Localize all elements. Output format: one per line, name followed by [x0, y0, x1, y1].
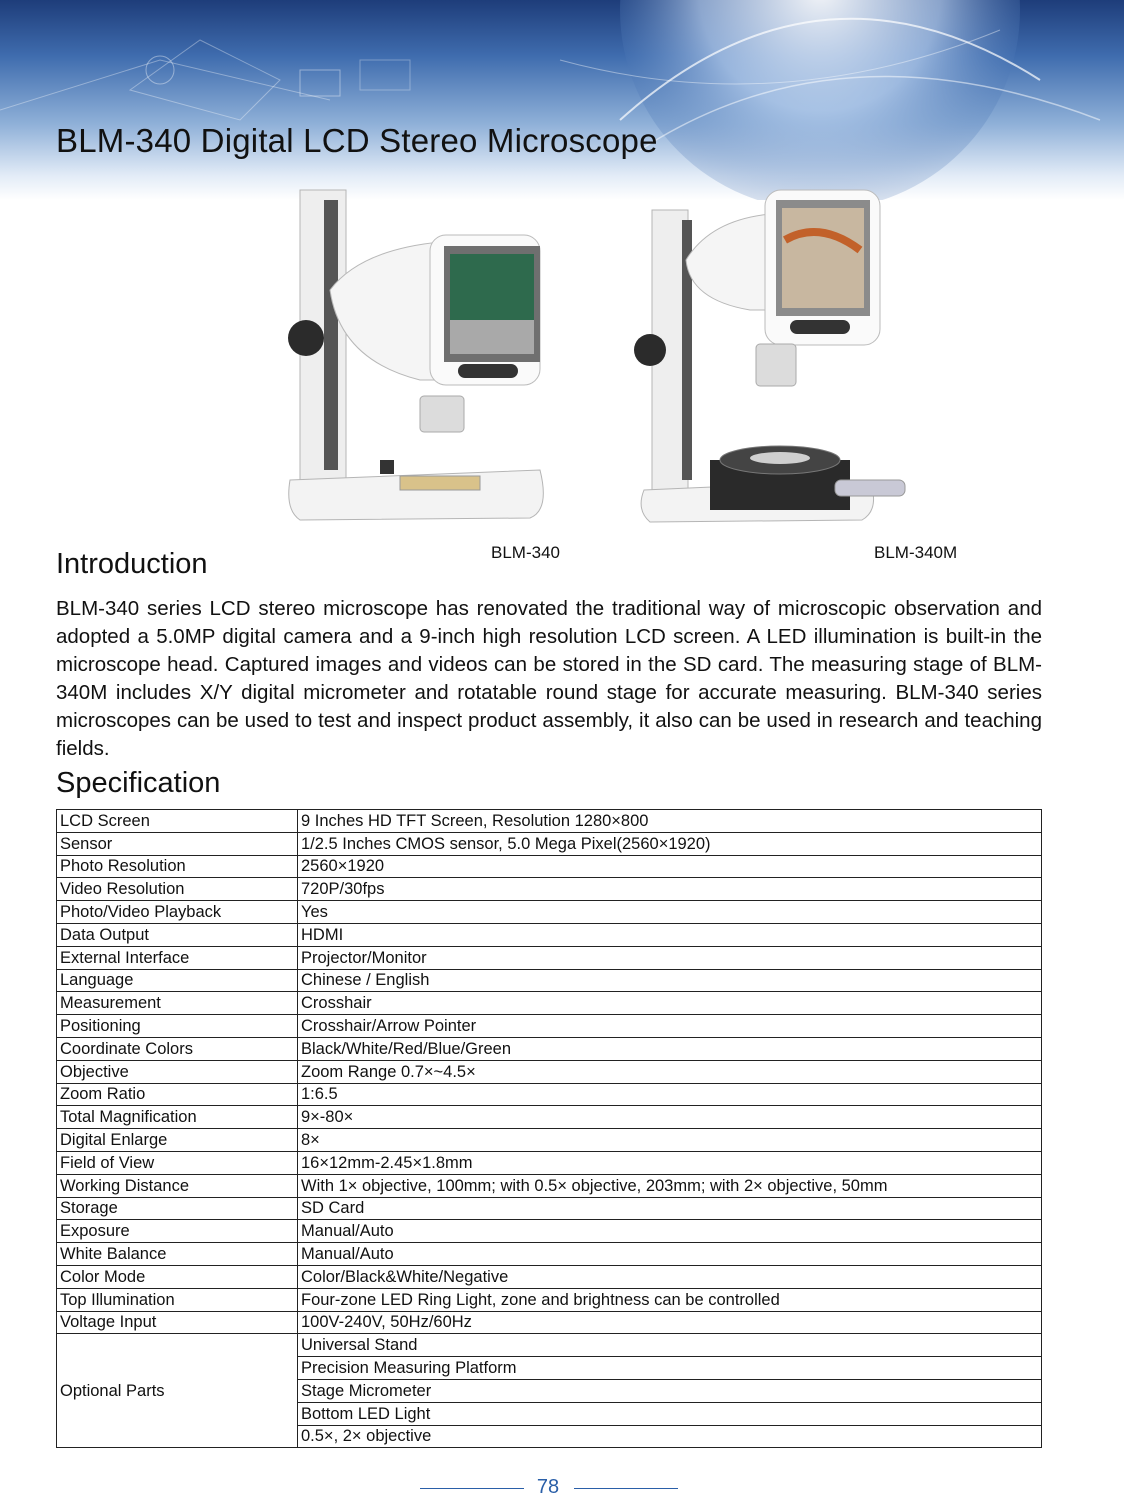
spec-label: Exposure: [57, 1220, 298, 1243]
spec-label: Language: [57, 969, 298, 992]
spec-label: External Interface: [57, 946, 298, 969]
table-row: [57, 832, 1042, 855]
spec-label: Total Magnification: [57, 1106, 298, 1129]
spec-label: Measurement: [57, 992, 298, 1015]
spec-label: Digital Enlarge: [57, 1129, 298, 1152]
table-row: [57, 992, 1042, 1015]
table-row: [57, 1083, 1042, 1106]
spec-label: Coordinate Colors: [57, 1037, 298, 1060]
spec-value: Four-zone LED Ring Light, zone and brightness can be controlled: [298, 1288, 1042, 1311]
page-title: BLM-340 Digital LCD Stereo Microscope: [56, 122, 658, 159]
product-photo-blm-340: [280, 180, 560, 525]
optional-part-item: Stage Micrometer: [298, 1379, 1042, 1402]
optional-part-item: Universal Stand: [298, 1334, 1042, 1357]
spec-value: 9×-80×: [298, 1106, 1042, 1129]
table-row: [57, 1129, 1042, 1152]
spec-label: Objective: [57, 1060, 298, 1083]
spec-label: Voltage Input: [57, 1311, 298, 1334]
spec-label: Zoom Ratio: [57, 1083, 298, 1106]
optional-part-item: Bottom LED Light: [298, 1402, 1042, 1425]
optional-parts-label: Optional Parts: [57, 1334, 298, 1448]
spec-value: 8×: [298, 1129, 1042, 1152]
spec-label: Photo/Video Playback: [57, 901, 298, 924]
optional-part-item: Precision Measuring Platform: [298, 1357, 1042, 1380]
optional-part-item: 0.5×, 2× objective: [298, 1425, 1042, 1448]
spec-label: Photo Resolution: [57, 855, 298, 878]
spec-value: Zoom Range 0.7×~4.5×: [298, 1060, 1042, 1083]
table-row: [57, 1288, 1042, 1311]
table-row: [57, 1220, 1042, 1243]
spec-label: Storage: [57, 1197, 298, 1220]
spec-value: Crosshair/Arrow Pointer: [298, 1015, 1042, 1038]
product-photo-blm-340m: [630, 180, 930, 525]
table-row: [57, 1334, 1042, 1357]
table-row: [57, 1037, 1042, 1060]
spec-value: Projector/Monitor: [298, 946, 1042, 969]
table-row: [57, 946, 1042, 969]
spec-label: Working Distance: [57, 1174, 298, 1197]
table-row: [57, 1060, 1042, 1083]
spec-value: SD Card: [298, 1197, 1042, 1220]
spec-value: 1:6.5: [298, 1083, 1042, 1106]
spec-label: Positioning: [57, 1015, 298, 1038]
spec-value: HDMI: [298, 923, 1042, 946]
table-row: [57, 1197, 1042, 1220]
spec-value: Color/Black&White/Negative: [298, 1265, 1042, 1288]
spec-label: LCD Screen: [57, 810, 298, 833]
table-row: [57, 1243, 1042, 1266]
spec-label: White Balance: [57, 1243, 298, 1266]
header-banner: [0, 0, 1124, 200]
spec-value: Black/White/Red/Blue/Green: [298, 1037, 1042, 1060]
spec-label: Video Resolution: [57, 878, 298, 901]
caption-blm-340m: BLM-340M: [874, 543, 958, 562]
table-row: [57, 1015, 1042, 1038]
table-row: [57, 901, 1042, 924]
page-number: 78: [536, 1476, 560, 1498]
table-row: [57, 810, 1042, 833]
spec-value: 2560×1920: [298, 855, 1042, 878]
introduction-heading: Introduction: [56, 548, 208, 580]
table-row: [57, 1174, 1042, 1197]
table-row: [57, 1106, 1042, 1129]
spec-label: Color Mode: [57, 1265, 298, 1288]
spec-value: With 1× objective, 100mm; with 0.5× objective, 203mm; with 2× objective, 50mm: [298, 1174, 1042, 1197]
specification-table: [56, 809, 1042, 1448]
table-row: [57, 1151, 1042, 1174]
footer-rule-right: [574, 1488, 678, 1489]
spec-value: Manual/Auto: [298, 1243, 1042, 1266]
spec-value: 100V-240V, 50Hz/60Hz: [298, 1311, 1042, 1334]
table-row: [57, 969, 1042, 992]
table-row: [57, 878, 1042, 901]
table-row: [57, 1265, 1042, 1288]
banner-graphic: [0, 0, 1124, 200]
table-row: [57, 923, 1042, 946]
footer-rule-left: [420, 1488, 524, 1489]
spec-value: 1/2.5 Inches CMOS sensor, 5.0 Mega Pixel(2560×1920): [298, 832, 1042, 855]
specification-heading: Specification: [56, 767, 221, 799]
spec-label: Top Illumination: [57, 1288, 298, 1311]
spec-value: Chinese / English: [298, 969, 1042, 992]
spec-label: Sensor: [57, 832, 298, 855]
table-row: [57, 1311, 1042, 1334]
spec-value: 16×12mm-2.45×1.8mm: [298, 1151, 1042, 1174]
table-row: [57, 855, 1042, 878]
introduction-text: BLM-340 series LCD stereo microscope has renovated the traditional way of microscopic observation and adopted a 5.0MP digital camera and a 9-inch high resolution LCD screen. A LED illumination is built-in the microscope head. Captured images and videos can be stored in the SD card. The measuring stage of BLM-340M includes X/Y digital micrometer and rotatable round stage for accurate measuring. BLM-340 series microscopes can be used to test and inspect product assembly, it also can be used in research and teaching fields.: [56, 597, 1042, 760]
caption-blm-340: BLM-340: [491, 543, 560, 562]
spec-value: 720P/30fps: [298, 878, 1042, 901]
spec-label: Field of View: [57, 1151, 298, 1174]
spec-value: Crosshair: [298, 992, 1042, 1015]
spec-value: Yes: [298, 901, 1042, 924]
spec-value: Manual/Auto: [298, 1220, 1042, 1243]
spec-label: Data Output: [57, 923, 298, 946]
spec-value: 9 Inches HD TFT Screen, Resolution 1280×800: [298, 810, 1042, 833]
